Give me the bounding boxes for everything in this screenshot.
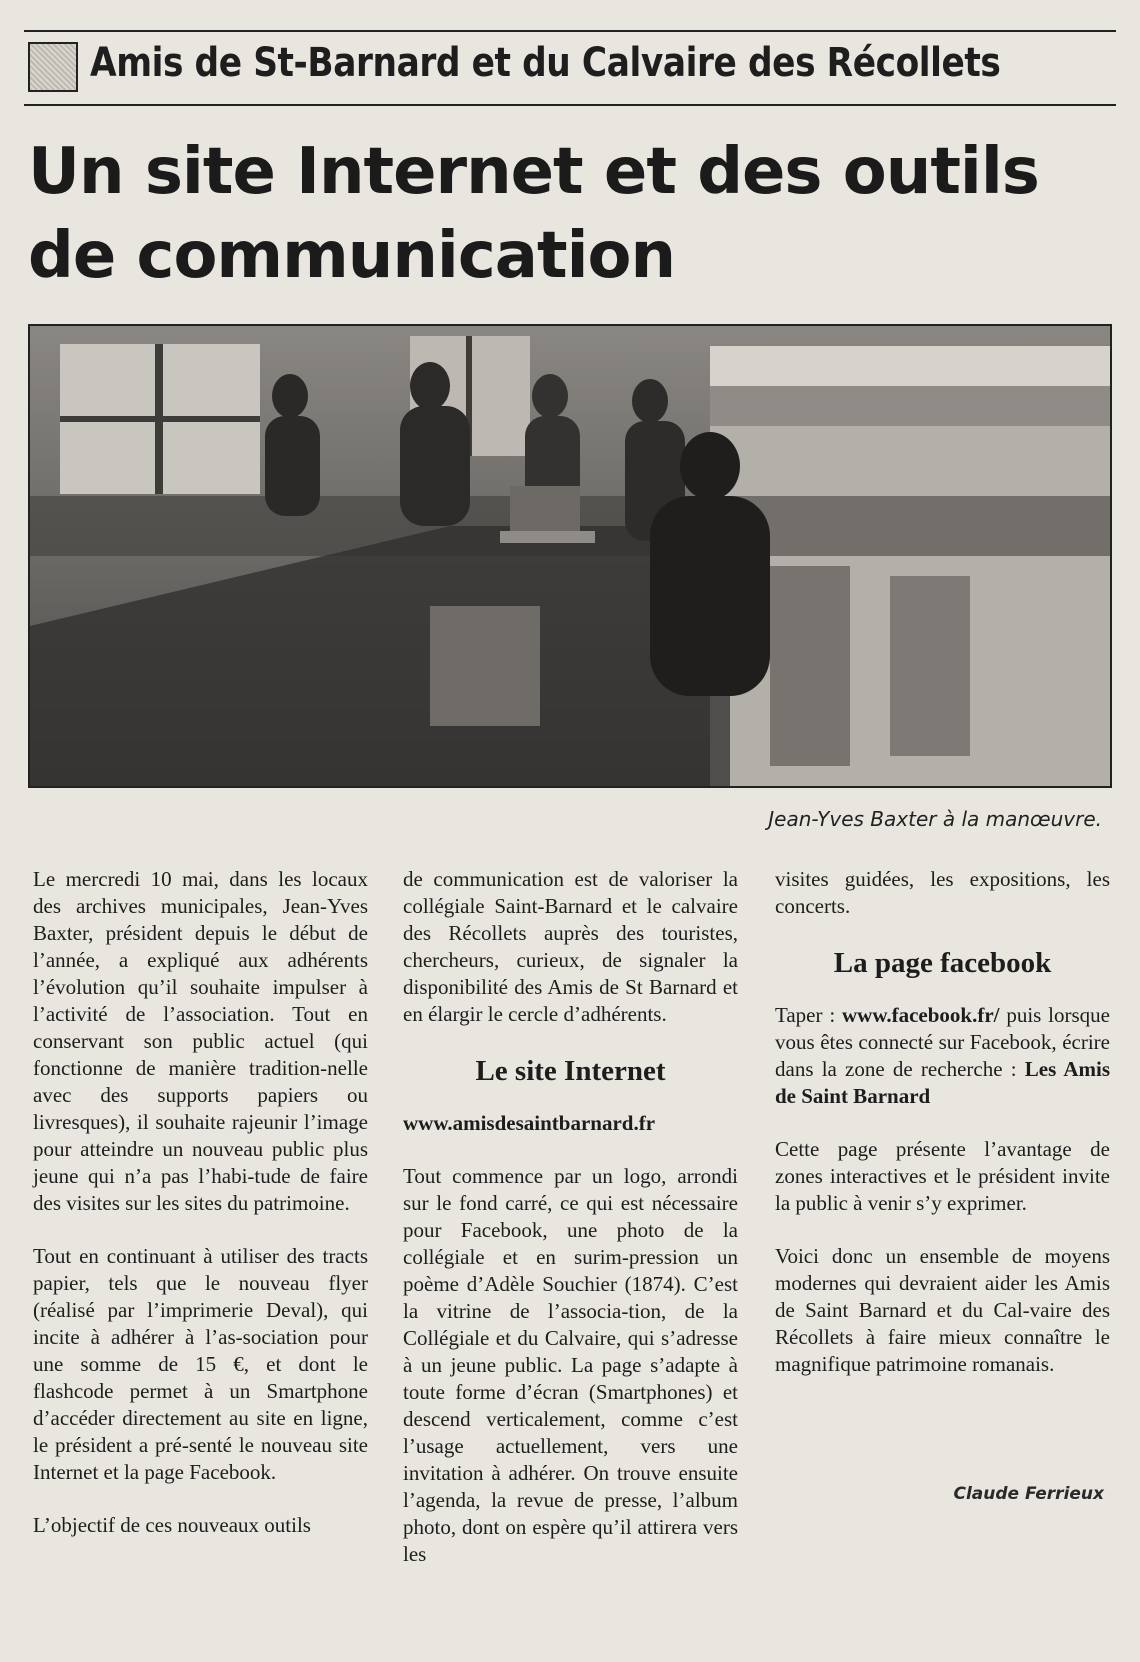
col3-paragraph-3: Cette page présente l’avantage de zones interactives et le président invite la public à venir s’y exprimer. xyxy=(775,1137,1110,1215)
header-square-icon xyxy=(28,42,78,92)
article-headline xyxy=(28,130,1118,298)
photo-caption: Jean-Yves Baxter à la manœuvre. xyxy=(768,807,1102,831)
site-url: www.amisdesaintbarnard.fr xyxy=(403,1111,656,1135)
col3-paragraph-1: visites guidées, les expositions, les concerts. xyxy=(775,867,1110,918)
headline-line-2: de communication xyxy=(28,219,676,293)
col1-paragraph-1: Le mercredi 10 mai, dans les locaux des archives municipales, Jean-Yves Baxter, président depuis le début de l’année, a expliqué aux adhérents l’évolution qu’il souhaite impulser à l’activité de l’association. Tout en conservant son public actuel (qui fonctionne de manière tradition-nelle avec des supports papiers ou livresques), il souhaite rajeunir l’image pour atteindre un nouveau public plus jeune qui n’a pas l’habi-tude de faire des visites sur les sites du patrimoine. xyxy=(33,867,368,1215)
subhead-facebook: La page facebook xyxy=(833,947,1052,979)
article-photo xyxy=(28,324,1112,788)
subhead-site-internet: Le site Internet xyxy=(475,1055,666,1087)
headline-line-1: Un site Internet et des outils xyxy=(28,135,1039,209)
photo-illustration xyxy=(30,326,1110,786)
col1-paragraph-3: L’objectif de ces nouveaux outils xyxy=(33,1513,311,1537)
facebook-instruction-mid: puis lorsque vous êtes connecté sur Facebook, écrire dans la zone de recherche : xyxy=(775,1003,1110,1081)
section-header xyxy=(24,30,1116,106)
col3-paragraph-4: Voici donc un ensemble de moyens modernes qui devraient aider les Amis de Saint Barnard et du Cal-vaire des Récollets à faire mieux connaître le magnifique patrimoine romanais. xyxy=(775,1244,1110,1376)
col2-paragraph-1: de communication est de valoriser la collégiale Saint-Barnard et le calvaire des Récollets auprès des touristes, chercheurs, curieux, de signaler la disponibilité des Amis de St Barnard et en élargir le cercle d’adhérents. xyxy=(403,867,738,1026)
facebook-url: www.facebook.fr/ xyxy=(842,1003,1000,1027)
col1-paragraph-2: Tout en continuant à utiliser des tracts papier, tels que le nouveau flyer (réalisé par l’imprimerie Deval), qui incite à adhérer à l’as-sociation pour une somme de 15 €, et dont le flashcode permet à un Smartphone d’accéder directement au site en ligne, le président a pré-senté le nouveau site Internet et la page Facebook. xyxy=(33,1244,368,1484)
author-signature: Claude Ferrieux xyxy=(953,1484,1104,1504)
facebook-instruction-start: Taper : xyxy=(775,1003,843,1027)
section-kicker: Amis de St-Barnard et du Calvaire des Récollets xyxy=(90,40,1001,86)
text-column-3 xyxy=(775,866,1110,1404)
facebook-page-name: Les Amis de Saint Barnard xyxy=(775,1057,1110,1108)
col2-paragraph-2: Tout commence par un logo, arrondi sur le fond carré, ce qui est nécessaire pour Facebook, une photo de la collégiale et en surim-pression un poème d’Adèle Souchier (1874). C’est la vitrine de l’associa-tion, de la Collégiale et du Calvaire, qui s’adresse à un jeune public. La page s’adapte à toute forme d’écran (Smartphones) et descend verticalement, comme c’est l’usage actuellement, vers une invitation à adhérer. On trouve ensuite l’agenda, la revue de presse, l’album photo, dont on espère qu’il attirera vers les xyxy=(403,1164,738,1566)
text-column-1 xyxy=(33,866,368,1565)
col3-paragraph-2 xyxy=(775,1002,1110,1110)
text-column-2 xyxy=(403,866,738,1594)
